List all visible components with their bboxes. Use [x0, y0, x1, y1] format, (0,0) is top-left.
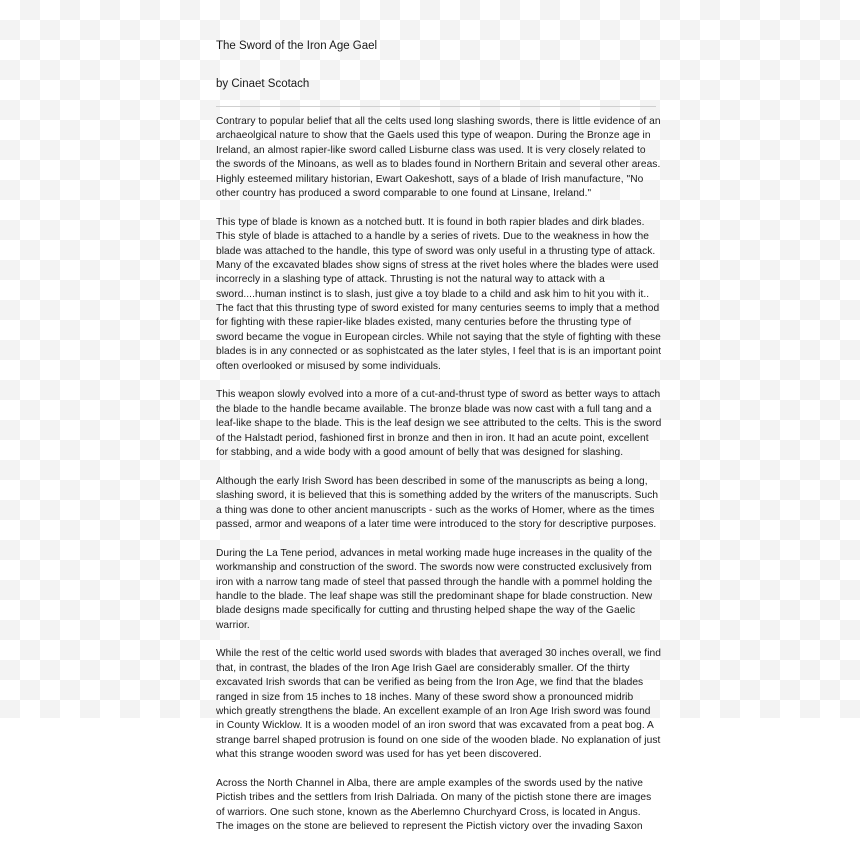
text-line: excavated Irish swords that can be verified as being from the Iron Age, we find that the blades: [216, 677, 644, 689]
paragraph: [216, 647, 666, 762]
text-line: the swords of the Minoans, as well as to blades found in Northern Britain and several other areas.: [216, 159, 661, 171]
text-line: Highly esteemed military historian, Ewart Oakeshott, says of a blade of Irish manufacture, "No: [216, 173, 644, 185]
text-line: sword became the vogue in European circles. While not saying that the style of fighting with these: [216, 331, 661, 343]
text-line: During the La Tene period, advances in metal working made huge increases in the quality of the: [216, 547, 653, 559]
text-line: blade was attached to the handle, this type of sword was only useful in a thrusting type of attack.: [216, 245, 656, 257]
text-line: for fighting with these rapier-like blades existed, many centuries before the thrusting type of: [216, 317, 632, 329]
text-line: which greatly strengthens the blade. An excellent example of an Iron Age Irish sword was found: [216, 706, 651, 718]
paragraph: [216, 547, 666, 633]
text-line: archaeolgical nature to show that the Gaels used this type of weapon. During the Bronze age in: [216, 130, 651, 142]
text-line: often overlooked or misused by some individuals.: [216, 360, 441, 372]
text-line: Pictish tribes and the settlers from Irish Dalriada. On many of the pictish stone there are images: [216, 792, 652, 804]
text-line: This weapon slowly evolved into a more of a cut-and-thrust type of sword as better ways to attach: [216, 389, 661, 401]
text-line: Ireland, an almost rapier-like sword called Lisburne class was used. It is very closely related to: [216, 144, 646, 156]
text-line: passed, armor and weapons of a later time were introduced to the story for descriptive purposes.: [216, 518, 657, 530]
text-line: While the rest of the celtic world used swords with blades that averaged 30 inches overall, we find: [216, 648, 661, 660]
paragraph: [216, 475, 666, 533]
text-line: of warriors. One such stone, known as the Aberlemno Churchyard Cross, is located in Angus.: [216, 806, 641, 818]
text-line: strange barrel shaped protrusion is found on one side of the wooden blade. No explanation of just: [216, 734, 661, 746]
article-byline: by Cinaet Scotach: [216, 78, 310, 90]
text-line: in County Wicklow. It is a wooden model of an iron sword that was excavated from a peat bog. A: [216, 720, 654, 732]
article-title: The Sword of the Iron Age Gael: [216, 40, 378, 52]
text-line: Many of the excavated blades show signs of stress at the rivet holes where the blades were used: [216, 259, 659, 271]
text-line: for stabbing, and a wide body with a good amount of belly that was designed for slashing.: [216, 446, 624, 458]
text-line: the blade to the handle became available. The bronze blade was now cast with a full tang and a: [216, 403, 652, 415]
text-line: sword....human instinct is to slash, just give a toy blade to a child and ask him to hit you with it..: [216, 288, 650, 300]
text-line: Across the North Channel in Alba, there are ample examples of the swords used by the native: [216, 777, 643, 789]
text-line: warrior.: [216, 619, 250, 631]
divider: [216, 106, 656, 107]
text-line: iron with a narrow tang made of steel that passed through the handle with a pommel holding the: [216, 576, 653, 588]
text-line: incorrecly in a slashing type of attack. Thrusting is not the natural way to attack with a: [216, 274, 605, 286]
text-line: workmanship and construction of the sword. The swords now were constructed exclusively from: [216, 562, 652, 574]
text-line: ranged in size from 15 inches to 18 inches. Many of these sword show a pronounced midrib: [216, 691, 634, 703]
paragraph: [216, 115, 666, 201]
text-line: Contrary to popular belief that all the celts used long slashing swords, there is little evidence of an: [216, 116, 661, 127]
text-line: of the Halstadt period, fashioned first in bronze and then in iron. It had an acute point, excellent: [216, 432, 649, 444]
text-line: Although the early Irish Sword has been described in some of the manuscripts as being a long,: [216, 475, 648, 487]
article: [216, 38, 666, 849]
text-line: leaf-like shape to the blade. This is the leaf design we see attributed to the celts. This is the sword: [216, 418, 662, 430]
text-line: slashing sword, it is believed that this is something added by the writers of the manuscripts. Such: [216, 490, 659, 502]
text-line: that, in contrast, the blades of the Iron Age Irish Gael are considerably smaller. Of the thirty: [216, 662, 630, 674]
paragraph: [216, 777, 666, 835]
text-line: other country has produced a sword comparable to one found at Linsane, Ireland.": [216, 187, 592, 199]
text-line: This style of blade is attached to a handle by a series of rivets. Due to the weakness in how the: [216, 231, 649, 243]
paragraph: [216, 216, 666, 374]
text-line: a thing was done to other ancient manuscripts - such as the works of Homer, where as the times: [216, 504, 655, 516]
text-line: handle to the blade. The leaf shape was still the predominant shape for blade construction. New: [216, 590, 653, 602]
text-line: blades is in any connected or as sophistcated as the later styles, I feel that is is an important point: [216, 346, 662, 358]
text-line: what this strange wooden sword was used for has yet been discovered.: [216, 749, 542, 761]
text-line: The images on the stone are believed to represent the Pictish victory over the invading Saxon: [216, 821, 643, 833]
paragraph: [216, 388, 666, 460]
article-body: [216, 115, 666, 835]
text-line: blade designs made specifically for cutting and thrusting helped shape the way of the Gaelic: [216, 605, 636, 617]
text-line: The fact that this thrusting type of sword existed for many centuries seems to imply that a method: [216, 303, 660, 315]
text-line: This type of blade is known as a notched butt. It is found in both rapier blades and dirk blades.: [216, 216, 645, 228]
